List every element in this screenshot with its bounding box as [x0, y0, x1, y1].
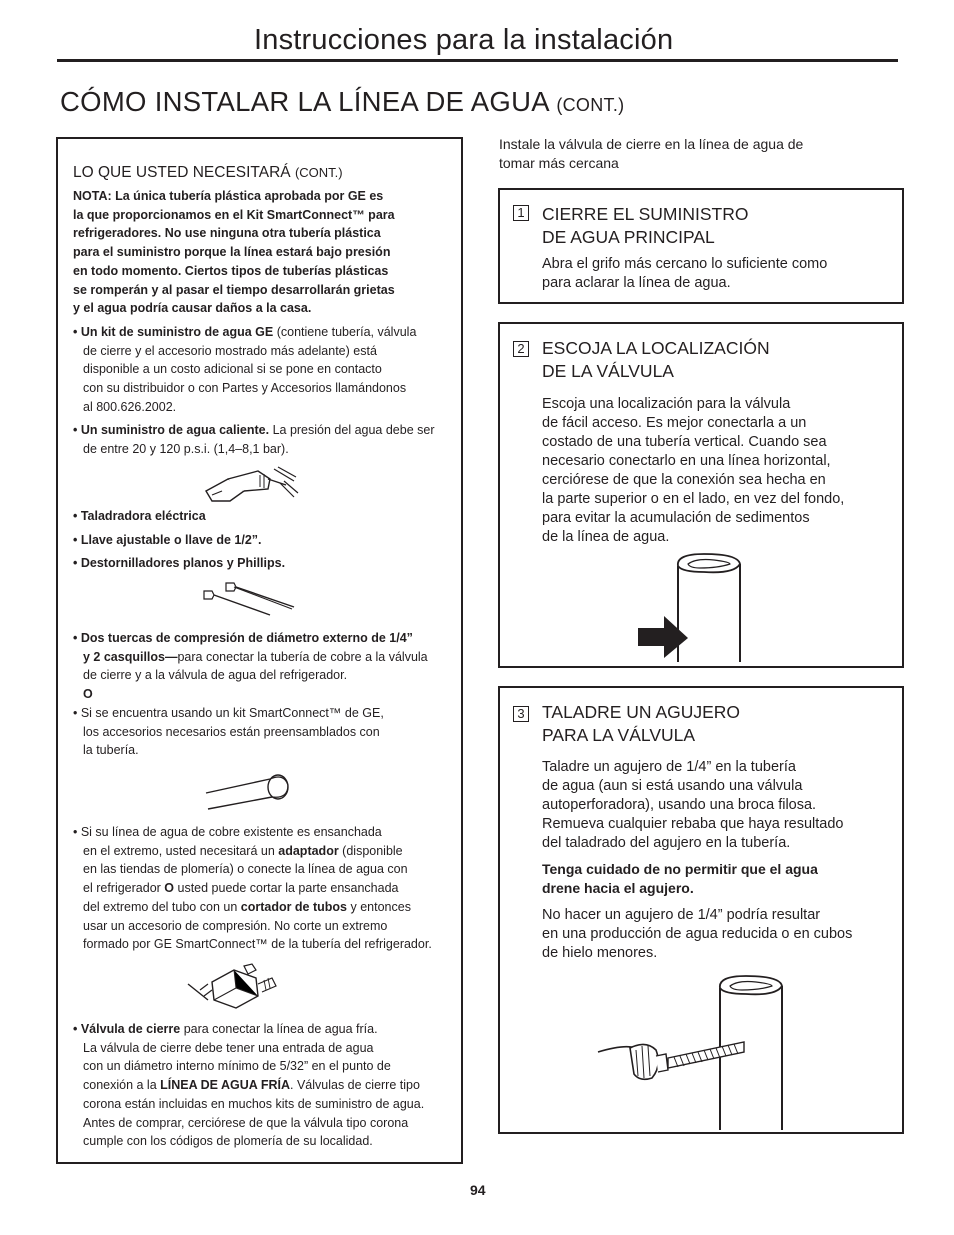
item-bold: • Un suministro de agua caliente.: [73, 423, 270, 437]
step-body-line: autoperforadora), usando una broca filosa.: [542, 797, 817, 813]
drill-illustration: [200, 461, 300, 511]
step-title: [542, 203, 882, 249]
intro-line: Instale la válvula de cierre en la línea de agua de: [499, 136, 804, 152]
item-or: O: [83, 687, 93, 702]
list-item-compression-nuts: [73, 629, 453, 704]
step-body-line: para aclarar la línea de agua.: [542, 275, 731, 291]
item-bold: ”: [406, 631, 413, 645]
note-line: refrigeradores. No use ninguna otra tubería plástica: [73, 226, 381, 241]
requirements-box: [56, 137, 463, 1164]
note-line: y el agua podría causar daños a la casa.: [73, 301, 312, 316]
item-line: formado por GE SmartConnect™ de la tubería del refrigerador.: [83, 937, 432, 952]
step-1-box: [498, 188, 904, 304]
step-warning: [542, 860, 882, 898]
step-title: [542, 337, 882, 383]
item-text: • Si se encuentra usando un kit SmartConnect™ de GE,: [73, 706, 384, 720]
list-item-flared-line: [73, 823, 453, 954]
step-body-line: la parte superior o en el lado, en vez del fondo,: [542, 491, 845, 507]
list-item-smartconnect: [73, 704, 453, 760]
step-body-line: para evitar la acumulación de sedimentos: [542, 510, 810, 526]
item-line: los accesorios necesarios están preensamblados con: [83, 724, 380, 739]
shutoff-valve-illustration: [186, 962, 292, 1014]
note-line: la que proporcionamos en el Kit SmartConnect™ para: [73, 207, 395, 222]
item-line: disponible a un costo adicional si se pone en contacto: [83, 362, 382, 377]
item-bold: • Destornilladores planos y Phillips.: [73, 556, 286, 570]
step-body-line: Abra el grifo más cercano lo suficiente como: [542, 256, 828, 272]
step-number: 3: [513, 706, 529, 722]
item-bold: y 2 casquillos—: [83, 649, 178, 664]
step-body: [542, 395, 900, 547]
list-item-supply-kit: [73, 323, 453, 417]
step-title-line: DE AGUA PRINCIPAL: [542, 227, 715, 247]
step-body-2: [542, 906, 900, 963]
step-body: [542, 255, 900, 293]
drill-bit-pipe-illustration: [594, 974, 794, 1132]
step-2-box: [498, 322, 904, 668]
item-bold: adaptador: [278, 843, 339, 858]
step-title-line: PARA LA VÁLVULA: [542, 725, 696, 745]
step-body-line: costado de una tubería vertical. Cuando sea: [542, 434, 827, 450]
item-text: el refrigerador: [83, 881, 165, 896]
item-bold: • Dos tuercas de compresión de diámetro externo de 1/4: [73, 631, 407, 645]
page-header-title: Instrucciones para la instalación: [254, 24, 674, 56]
item-line: corona están incluidas en muchos kits de suministro de agua.: [83, 1096, 425, 1111]
step-body-line: Escoja una localización para la válvula: [542, 396, 791, 412]
step-body-line: de fácil acceso. Es mejor conectarla a un: [542, 415, 807, 431]
step-body-line: de hielo menores.: [542, 945, 658, 961]
step-body-line: Remueva cualquier rebaba que haya resultado: [542, 816, 844, 832]
step-body-line: de agua (aun si está usando una válvula: [542, 778, 803, 794]
plastic-tubing-note: [73, 187, 413, 318]
list-item-drill: [73, 507, 453, 526]
flared-tube-illustration: [204, 771, 294, 817]
item-line: con su distribuidor o con Partes y Accesorios llamándonos: [83, 381, 407, 396]
section-title-cont: (CONT.): [556, 95, 625, 115]
item-bold: • Llave ajustable o llave de 1/2”.: [73, 533, 262, 547]
note-line: se romperán y al pasar el tiempo desarrollarán grietas: [73, 282, 395, 297]
item-line: La válvula de cierre debe tener una entrada de agua: [83, 1040, 374, 1055]
item-text: conexión a la: [83, 1078, 161, 1093]
note-line: NOTA: La única tubería plástica aprobada por GE es: [73, 189, 384, 203]
item-text: (contiene tubería, válvula: [273, 325, 417, 339]
item-line: al 800.626.2002.: [83, 399, 177, 414]
intro-text: [499, 135, 859, 172]
item-bold: O: [164, 881, 175, 896]
list-item-screwdrivers: [73, 554, 453, 573]
step-body-line: necesario conectarlo en una línea horizontal,: [542, 453, 831, 469]
step-3-box: [498, 686, 904, 1134]
item-text: en el extremo, usted necesitará un: [83, 843, 279, 858]
step-body: [542, 758, 900, 853]
item-text: usted puede cortar la parte ensanchada: [174, 881, 399, 896]
item-line: cumple con los códigos de plomería de su localidad.: [83, 1134, 373, 1149]
requirements-heading-cont: (CONT.): [294, 165, 343, 180]
item-text: y entonces: [347, 899, 411, 914]
compression-nuts-illustration: [200, 577, 300, 617]
note-line: en todo momento. Ciertos tipos de tuberías plásticas: [73, 263, 389, 278]
item-text: para conectar la tubería de cobre a la válvula: [177, 649, 428, 664]
vertical-pipe-arrow-illustration: [634, 552, 744, 664]
step-body-line: de la línea de agua.: [542, 529, 670, 545]
page-number: 94: [470, 1182, 486, 1198]
item-text: La presión del agua debe ser: [269, 423, 435, 437]
section-title-text: CÓMO INSTALAR LA LÍNEA DE AGUA: [60, 86, 549, 117]
step-body-line: cerciórese de que la conexión sea hecha en: [542, 472, 826, 488]
step-title-line: ESCOJA LA LOCALIZACIÓN: [542, 338, 770, 358]
step-body-line: No hacer un agujero de 1/4” podría resultar: [542, 907, 821, 923]
item-line: de cierre y a la válvula de agua del refrigerador.: [83, 668, 348, 683]
item-bold: • Un kit de suministro de agua GE: [73, 325, 274, 339]
item-text: del extremo del tubo con un: [83, 899, 241, 914]
step-title: [542, 701, 882, 747]
item-text: • Si su línea de agua de cobre existente es ensanchada: [73, 825, 382, 839]
list-item-water-supply: [73, 421, 453, 458]
item-bold: LÍNEA DE AGUA FRÍA: [160, 1078, 290, 1093]
item-bold: cortador de tubos: [240, 899, 348, 914]
list-item-wrench: [73, 531, 453, 550]
step-number: 2: [513, 341, 529, 357]
note-line: para el suministro porque la línea estará bajo presión: [73, 245, 391, 260]
step-title-line: CIERRE EL SUMINISTRO: [542, 204, 749, 224]
step-body-line: del taladrado del agujero en la tubería.: [542, 835, 791, 851]
step-warning-line: Tenga cuidado de no permitir que el agua: [542, 861, 818, 877]
item-text: para conectar la línea de agua fría.: [180, 1022, 378, 1036]
header-rule: [57, 59, 898, 62]
item-line: la tubería.: [83, 743, 139, 758]
item-line: con un diámetro interno mínimo de 5/32” en el punto de: [83, 1059, 391, 1074]
step-body-line: Taladre un agujero de 1/4” en la tubería: [542, 759, 796, 775]
item-bold: • Taladradora eléctrica: [73, 509, 206, 523]
step-title-line: TALADRE UN AGUJERO: [542, 702, 741, 722]
item-line: en las tiendas de plomería) o conecte la línea de agua con: [83, 862, 408, 877]
step-title-line: DE LA VÁLVULA: [542, 361, 674, 381]
step-body-line: en una producción de agua reducida o en cubos: [542, 926, 853, 942]
item-line: usar un accesorio de compresión. No corte un extremo: [83, 918, 388, 933]
section-title: [60, 86, 624, 118]
intro-line: tomar más cercana: [499, 154, 619, 171]
item-text: (disponible: [338, 843, 403, 858]
step-warning-line: drene hacia el agujero.: [542, 880, 694, 896]
requirements-heading: [73, 164, 343, 182]
step-number: 1: [513, 205, 529, 221]
item-text: . Válvulas de cierre tipo: [290, 1078, 420, 1093]
item-line: de cierre y el accesorio mostrado más adelante) está: [83, 343, 377, 358]
requirements-heading-text: LO QUE USTED NECESITARÁ: [73, 164, 291, 181]
item-bold: • Válvula de cierre: [73, 1022, 181, 1036]
list-item-shutoff-valve: [73, 1020, 453, 1151]
item-line: Antes de comprar, cerciórese de que la válvula tipo corona: [83, 1115, 409, 1130]
item-line: de entre 20 y 120 p.s.i. (1,4–8,1 bar).: [83, 441, 289, 456]
